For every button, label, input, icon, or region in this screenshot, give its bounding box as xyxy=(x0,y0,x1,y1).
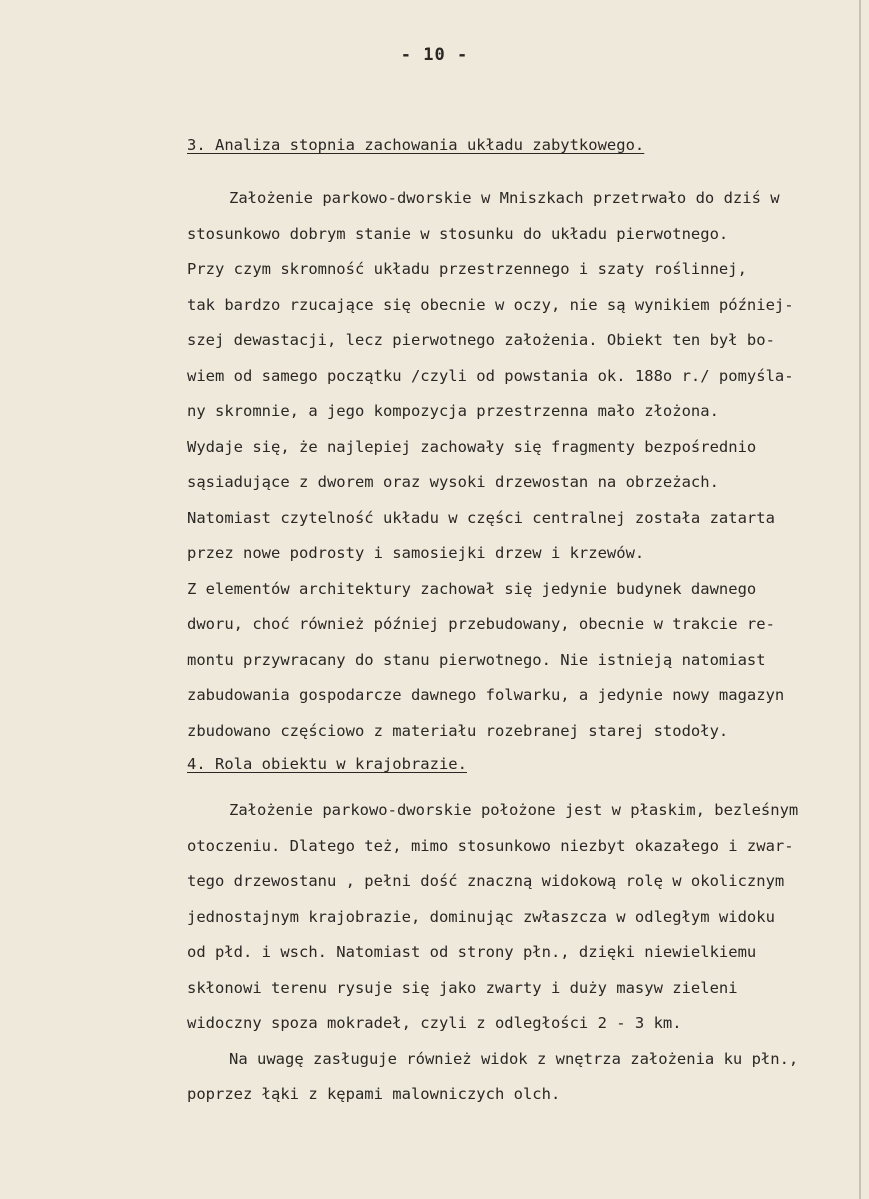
page-number: - 10 - xyxy=(400,45,469,65)
text-line: Wydaje się, że najlepiej zachowały się fragmenty bezpośrednio xyxy=(187,437,757,456)
section-4-body xyxy=(187,793,847,1113)
section-3-heading: 3. Analiza stopnia zachowania układu zabytkowego. xyxy=(187,136,645,154)
text-line: tego drzewostanu , pełni dość znaczną widokową rolę w okolicznym xyxy=(187,872,785,890)
text-line: szej dewastacji, lecz pierwotnego założenia. Obiekt ten był bo- xyxy=(187,331,775,349)
text-line: przez nowe podrosty i samosiejki drzew i krzewów. xyxy=(187,544,645,562)
text-line: zbudowano częściowo z materiału rozebranej starej stodoły. xyxy=(187,721,729,740)
text-line: dworu, choć również później przebudowany, obecnie w trakcie re- xyxy=(187,615,775,633)
text-line: zabudowania gospodarcze dawnego folwarku, a jedynie nowy magazyn xyxy=(187,686,785,704)
section-4-heading: 4. Rola obiektu w krajobrazie. xyxy=(187,755,467,773)
section-3-body xyxy=(187,181,847,749)
text-line: wiem od samego początku /czyli od powstania ok. 188o r./ pomyśla- xyxy=(187,366,794,385)
text-line: stosunkowo dobrym stanie w stosunku do układu pierwotnego. xyxy=(187,224,729,243)
text-line: sąsiadujące z dworem oraz wysoki drzewostan na obrzeżach. xyxy=(187,473,719,491)
text-line: Przy czym skromność układu przestrzennego i szaty roślinnej, xyxy=(187,260,747,278)
text-line: montu przywracany do stanu pierwotnego. Nie istnieją natomiast xyxy=(187,650,766,669)
text-line: ny skromnie, a jego kompozycja przestrzenna mało złożona. xyxy=(187,402,719,420)
text-line: poprzez łąki z kępami malowniczych olch. xyxy=(187,1085,561,1103)
text-line: skłonowi terenu rysuje się jako zwarty i duży masyw zieleni xyxy=(187,978,738,997)
text-line: tak bardzo rzucające się obecnie w oczy, nie są wynikiem później- xyxy=(187,295,794,314)
text-line: od płd. i wsch. Natomiast od strony płn., dzięki niewielkiemu xyxy=(187,943,757,961)
text-line: Natomiast czytelność układu w części centralnej została zatarta xyxy=(187,508,775,527)
text-line: Założenie parkowo-dworskie w Mniszkach przetrwało do dziś w xyxy=(229,189,780,207)
text-line: Założenie parkowo-dworskie położone jest w płaskim, bezleśnym xyxy=(229,801,799,819)
page-edge-shadow xyxy=(859,0,861,1199)
text-line: otoczeniu. Dlatego też, mimo stosunkowo niezbyt okazałego i zwar- xyxy=(187,836,794,855)
text-line: jednostajnym krajobrazie, dominując zwłaszcza w odległym widoku xyxy=(187,907,775,926)
text-line: Na uwagę zasługuje również widok z wnętrza założenia ku płn., xyxy=(229,1049,799,1068)
text-line: Z elementów architektury zachował się jedynie budynek dawnego xyxy=(187,579,757,598)
text-line: widoczny spoza mokradeł, czyli z odległości 2 - 3 km. xyxy=(187,1014,682,1032)
